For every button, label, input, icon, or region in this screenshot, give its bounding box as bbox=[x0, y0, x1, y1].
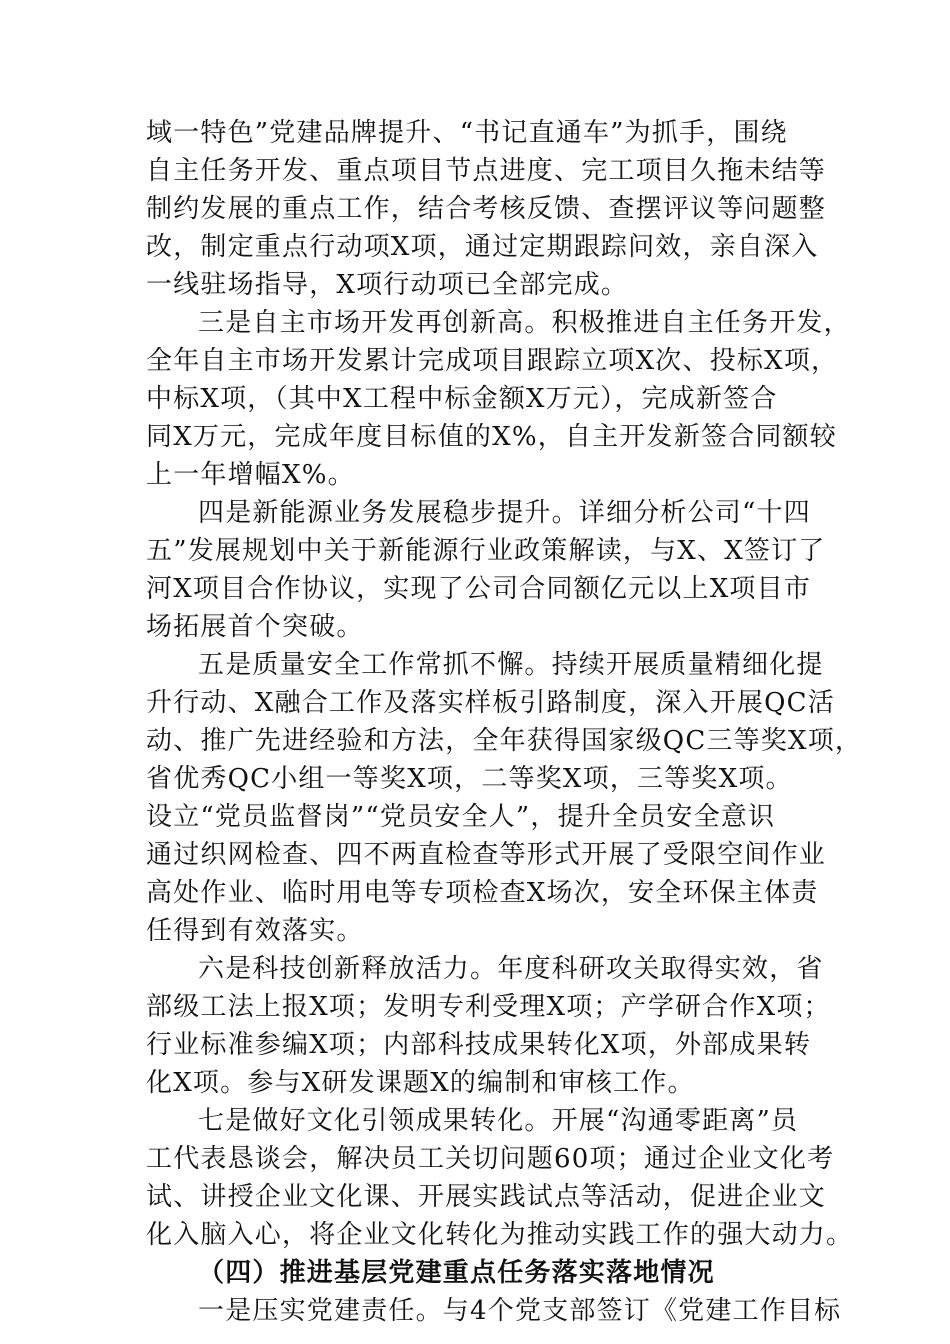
body-text-line: 域一特色”党建品牌提升、“书记直通车”为抓手，围绕 bbox=[146, 118, 788, 148]
body-text-line: 制约发展的重点工作，结合考核反馈、查摆评议等问题整 bbox=[146, 194, 827, 224]
paragraph-first-line: 五是质量安全工作常抓不懈。持续开展质量精细化提 bbox=[198, 650, 824, 680]
body-text-line: 试、讲授企业文化课、开展实践试点等活动，促进企业文 bbox=[146, 1182, 827, 1212]
body-text-line: 上一年增幅X%。 bbox=[146, 460, 355, 490]
body-text-line: 部级工法上报X项；发明专利受理X项；产学研合作X项； bbox=[146, 992, 831, 1022]
body-text-line: 省优秀QC小组一等奖X项，二等奖X项，三等奖X项。 bbox=[146, 764, 793, 794]
body-text-line: 改，制定重点行动项X项，通过定期跟踪问效，亲自深入 bbox=[146, 232, 819, 262]
body-text-line: 同X万元，完成年度目标值的X%，自主开发新签合同额较 bbox=[146, 422, 837, 452]
body-text-line: 任得到有效落实。 bbox=[146, 916, 364, 946]
body-text-line: 五”发展规划中关于新能源行业政策解读，与X、X签订了 bbox=[146, 536, 826, 566]
body-text-line: 自主任务开发、重点项目节点进度、完工项目久拖未结等 bbox=[146, 156, 827, 186]
body-text-line: 化X项。参与X研发课题X的编制和审核工作。 bbox=[146, 1068, 695, 1098]
body-text-line: 通过织网检查、四不两直检查等形式开展了受限空间作业 bbox=[146, 840, 827, 870]
body-text-line: 河X项目合作协议，实现了公司合同额亿元以上X项目市 bbox=[146, 574, 812, 604]
paragraph-first-line: 三是自主市场开发再创新高。积极推进自主任务开发， bbox=[198, 308, 851, 338]
body-text-line: 高处作业、临时用电等专项检查X场次，安全环保主体责 bbox=[146, 878, 819, 908]
paragraph-first-line: 四是新能源业务发展稳步提升。详细分析公司“十四 bbox=[198, 498, 811, 528]
body-text-line: 行业标准参编X项；内部科技成果转化X项，外部成果转 bbox=[146, 1030, 812, 1060]
body-text-line: 全年自主市场开发累计完成项目跟踪立项X次、投标X项， bbox=[146, 346, 839, 376]
paragraph-first-line: 六是科技创新释放活力。年度科研攻关取得实效，省 bbox=[198, 954, 824, 984]
document-body bbox=[146, 114, 863, 1330]
body-text-line: 一线驻场指导，X项行动项已全部完成。 bbox=[146, 270, 629, 300]
body-text-line: 场拓展首个突破。 bbox=[146, 612, 364, 642]
body-text-line: 升行动、X融合工作及落实样板引路制度，深入开展QC活 bbox=[146, 688, 835, 718]
body-text-line: 动、推广先进经验和方法，全年获得国家级QC三等奖X项， bbox=[146, 726, 863, 756]
body-text-line: 化入脑入心，将企业文化转化为推动实践工作的强大动力。 bbox=[146, 1220, 854, 1250]
body-text-line: 设立“党员监督岗”“党员安全人”，提升全员安全意识 bbox=[146, 802, 776, 832]
paragraph-first-line: 一是压实党建责任。与4个党支部签订《党建工作目标 bbox=[198, 1296, 842, 1326]
body-text-line: 工代表恳谈会，解决员工关切问题60项；通过企业文化考 bbox=[146, 1144, 835, 1174]
body-text-line: 中标X项，（其中X工程中标金额X万元），完成新签合 bbox=[146, 384, 778, 414]
paragraph-first-line: 七是做好文化引领成果转化。开展“沟通零距离”员 bbox=[198, 1106, 799, 1136]
section-heading: （四）推进基层党建重点任务落实落地情况 bbox=[198, 1258, 715, 1288]
